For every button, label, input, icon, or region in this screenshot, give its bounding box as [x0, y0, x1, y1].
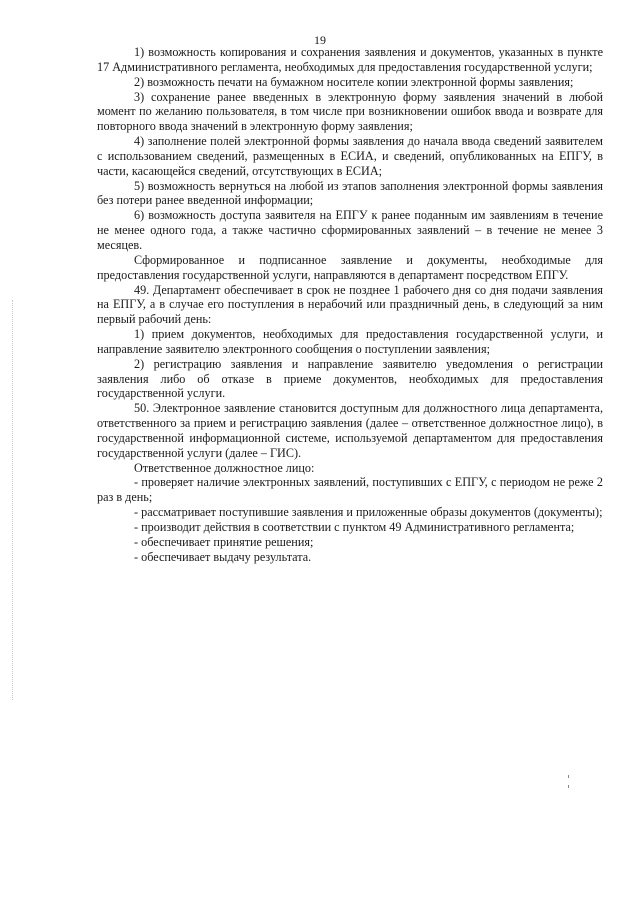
- list-item-reviews: - рассматривает поступившие заявления и приложенные образы документов (документы);: [134, 505, 603, 520]
- list-item-actions: - производит действия в соответствии с пунктом 49 Административного регламента;: [134, 520, 575, 534]
- paragraph-49: 49. Департамент обеспечивает в срок не позднее 1 рабочего дня со дня подачи заявления на ЕПГУ, а в случае его поступления в нерабочий или праздничный день, в следующий за ним первый рабочий день:: [97, 282, 603, 327]
- list-item-decision: - обеспечивает принятие решения;: [134, 534, 314, 549]
- list-item-result: - обеспечивает выдачу результата.: [134, 549, 312, 564]
- paragraph-responsible-person: Ответственное должностное лицо:: [134, 460, 315, 475]
- paragraph-item-2: 2) возможность печати на бумажном носителе копии электронной формы заявления;: [134, 74, 574, 89]
- scan-margin-marks: [12, 300, 17, 700]
- paragraph-item-5: 5) возможность вернуться на любой из этапов заполнения электронной формы заявления без потери ранее введенной информации;: [97, 178, 603, 208]
- paragraph-item-1: 1) возможность копирования и сохранения заявления и документов, указанных в пункте 17 Административного регламента, необходимых для предоставления государственной услуги;: [97, 45, 603, 74]
- paragraph-49-item-1: 1) прием документов, необходимых для предоставления государственной услуги, и направление заявителю электронного сообщения о поступлении заявления;: [97, 327, 603, 356]
- paragraph-item-4: 4) заполнение полей электронной формы заявления до начала ввода сведений заявителем с использованием сведений, размещенных в ЕСИА, и сведений, опубликованных на ЕПГУ, в части, касающейся сведений, отсутствующих в ЕСИА;: [97, 134, 603, 178]
- paragraph-item-3: 3) сохранение ранее введенных в электронную форму заявления значений в любой момент по желанию пользователя, в том числе при возникновении ошибок ввода и возврате для повторного ввода значений в электронную форму заявления;: [97, 89, 603, 134]
- scan-artifact: [568, 785, 569, 788]
- scan-artifact: [568, 775, 569, 778]
- page-number: 19: [314, 33, 326, 47]
- paragraph-49-item-2: 2) регистрацию заявления и направление заявителю уведомления о регистрации заявления либо об отказе в приеме документов, необходимых для предоставления государственной услуги.: [97, 356, 603, 401]
- list-item-checks: - проверяет наличие электронных заявлений, поступивших с ЕПГУ, с периодом не реже 2 раз в день;: [97, 475, 603, 505]
- paragraph-50: 50. Электронное заявление становится доступным для должностного лица департамента, ответственного за прием и регистрацию заявления (далее – ответственное должностное лицо), в государственной информационной системе, используемой департаментом для предоставления государственной услуги (далее – ГИС).: [97, 401, 603, 460]
- paragraph-submission: Сформированное и подписанное заявление и документы, необходимые для предоставления государственной услуги, направляются в департамент посредством ЕПГУ.: [97, 252, 603, 282]
- paragraph-item-6: 6) возможность доступа заявителя на ЕПГУ к ранее поданным им заявлениям в течение не менее одного года, а также частично сформированных заявлений – в течение не менее 3 месяцев.: [97, 208, 603, 252]
- document-body: [97, 45, 603, 565]
